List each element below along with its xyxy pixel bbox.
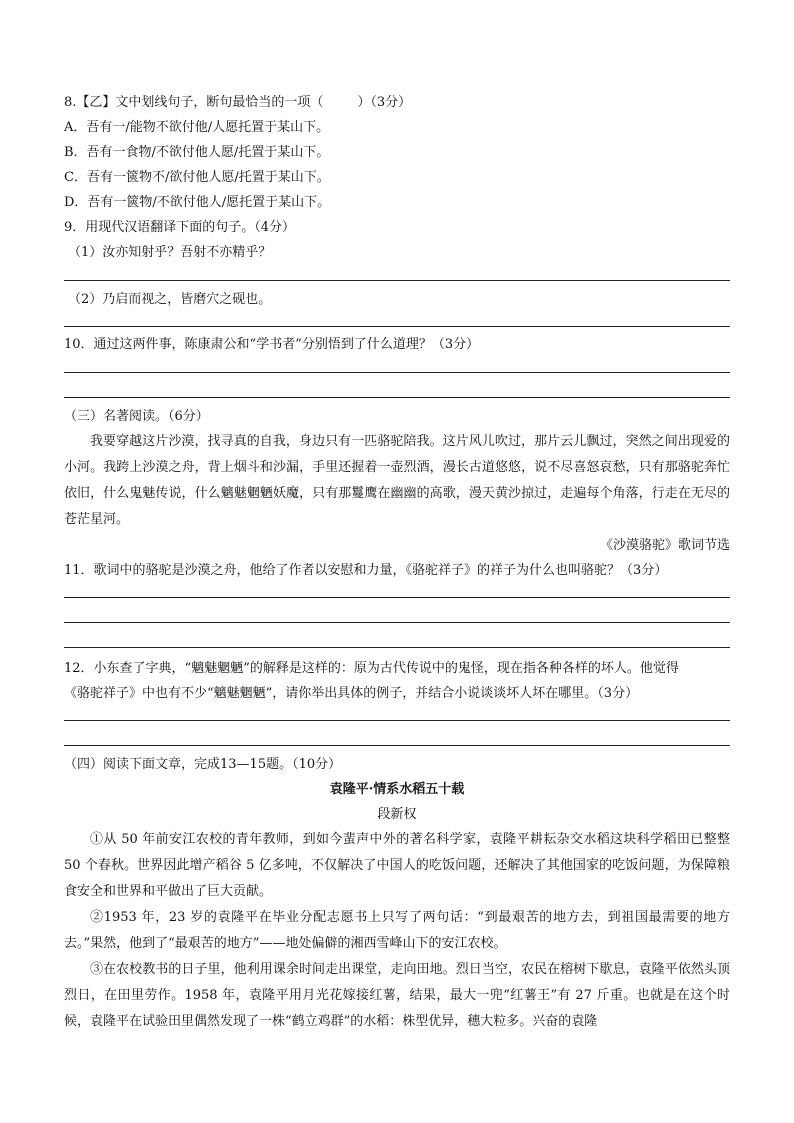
section4-heading: （四）阅读下面文章，完成13—15题。（10分） [64,757,342,772]
lyric-line-1: 我要穿越这片沙漠，找寻真的自我，身边只有一匹骆驼陪我。这片风儿吹过，那片云儿飘过，突然之间 [90,434,678,449]
article-paragraph-1 [64,827,730,905]
p3-line-1: ③在农校教书的日子里，他利用课余时间走出课堂，走向田地。烈日当空，农民在榕树下歇息，袁隆平 [90,962,678,977]
q12-stem-line-1: 12．小东查了字典，“魑魅魍魉”的解释是这样的：原为古代传说中的鬼怪，现在指各种各样的坏人。他觉得 [64,661,679,676]
article-paragraph-2 [64,905,730,957]
q8-stem-suffix: ）（3分） [357,95,412,110]
p2-line-2: 方去。”果然，他到了“最艰苦的地方”——地处偏僻的湘西雪峰山下的安江农校。 [64,910,730,951]
article-title: 袁隆平·情系水稻五十载 [329,782,465,797]
p1-line-3: 题，为保障粮食安全和世界和平做出了巨大贡献。 [64,858,730,899]
article-paragraph-3 [64,957,730,1035]
exam-page [64,90,730,1035]
q8-option-a: A．吾有一/能物不欲付他/人愿托置于某山下。 [64,120,330,135]
q9-stem: 9．用现代汉语翻译下面的句子。（4分） [64,220,296,235]
p1-line-1: ①从 50 年前安江农校的青年教师，到如今蜚声中外的著名科学家，袁隆平耕耘杂交水稻这块科学稻田已 [90,832,704,847]
q10-stem: 10．通过这两件事，陈康肃公和“学书者”分别悟到了什么道理？（3分） [64,337,480,352]
q8-stem-prefix: 8.【乙】文中划线句子，断句最恰当的一项（ [64,95,324,110]
lyric-passage [64,429,730,533]
lyric-source: 《沙漠骆驼》歌词节选 [599,538,730,553]
section3-heading: （三）名著阅读。（6分） [64,409,209,424]
p3-line-3: 就是在这个时候，袁隆平在试验田里偶然发现了一株“鹤立鸡群”的水稻：株型优异，穗大粒多。兴奋的袁隆 [64,988,730,1029]
lyric-line-3: 愁，只有那骆驼奔忙依旧，什么鬼魅传说，什么魑魅魍魉妖魔，只有那鬘鹰在幽幽的高歌，漫天黄沙掠过， [64,460,730,501]
q8-option-b: B．吾有一食物/不欲付他人愿/托置于某山下。 [64,145,330,160]
q8-option-d: D．吾有一篋物/不欲付他人/愿托置于某山下。 [64,195,331,210]
p3-line-2: 依然头顶烈日，在田里劳作。1958 年，袁隆平用月光花嫁接红薯，结果，最大一兜“红薯王”有 27 斤重。也 [64,962,730,1003]
q11-stem: 11．歌词中的骆驼是沙漠之舟，他给了作者以安慰和力量，《骆驼祥子》的祥子为什么也叫骆驼？（3分） [64,563,668,578]
q8-option-c: C．吾有一篋物不/欲付他人愿/托置于某山下。 [64,170,330,185]
q12-stem-line-2: 《骆驼祥子》中也有不少“魑魅魍魉”，请你举出具体的例子，并结合小说谈谈坏人坏在哪里。（3分） [64,686,639,701]
q9-sub2: （2）乃启而视之，皆磨穴之砚也。 [68,292,272,307]
lyric-line-2: 出现爱的小河。我跨上沙漠之舟，背上烟斗和沙漏，手里还握着一壶烈酒，漫长古道悠悠，说不尽喜怒哀 [64,434,730,475]
article-author: 段新权 [377,807,417,822]
lyric-line-4: 走遍每个角落，行走在无尽的苍茫星河。 [64,486,730,527]
p2-line-1: ②1953 年，23 岁的袁隆平在毕业分配志愿书上只写了两句话：“到最艰苦的地方去，到祖国最需要的地 [90,910,717,925]
q8-stem [64,90,730,115]
p1-line-2: 整整 50 个春秋。世界因此增产稻谷 5 亿多吨，不仅解决了中国人的吃饭问题，还解决了其他国家的吃饭问 [64,832,730,873]
q9-sub1: （1）汝亦知射乎？吾射不亦精乎？ [68,245,272,260]
